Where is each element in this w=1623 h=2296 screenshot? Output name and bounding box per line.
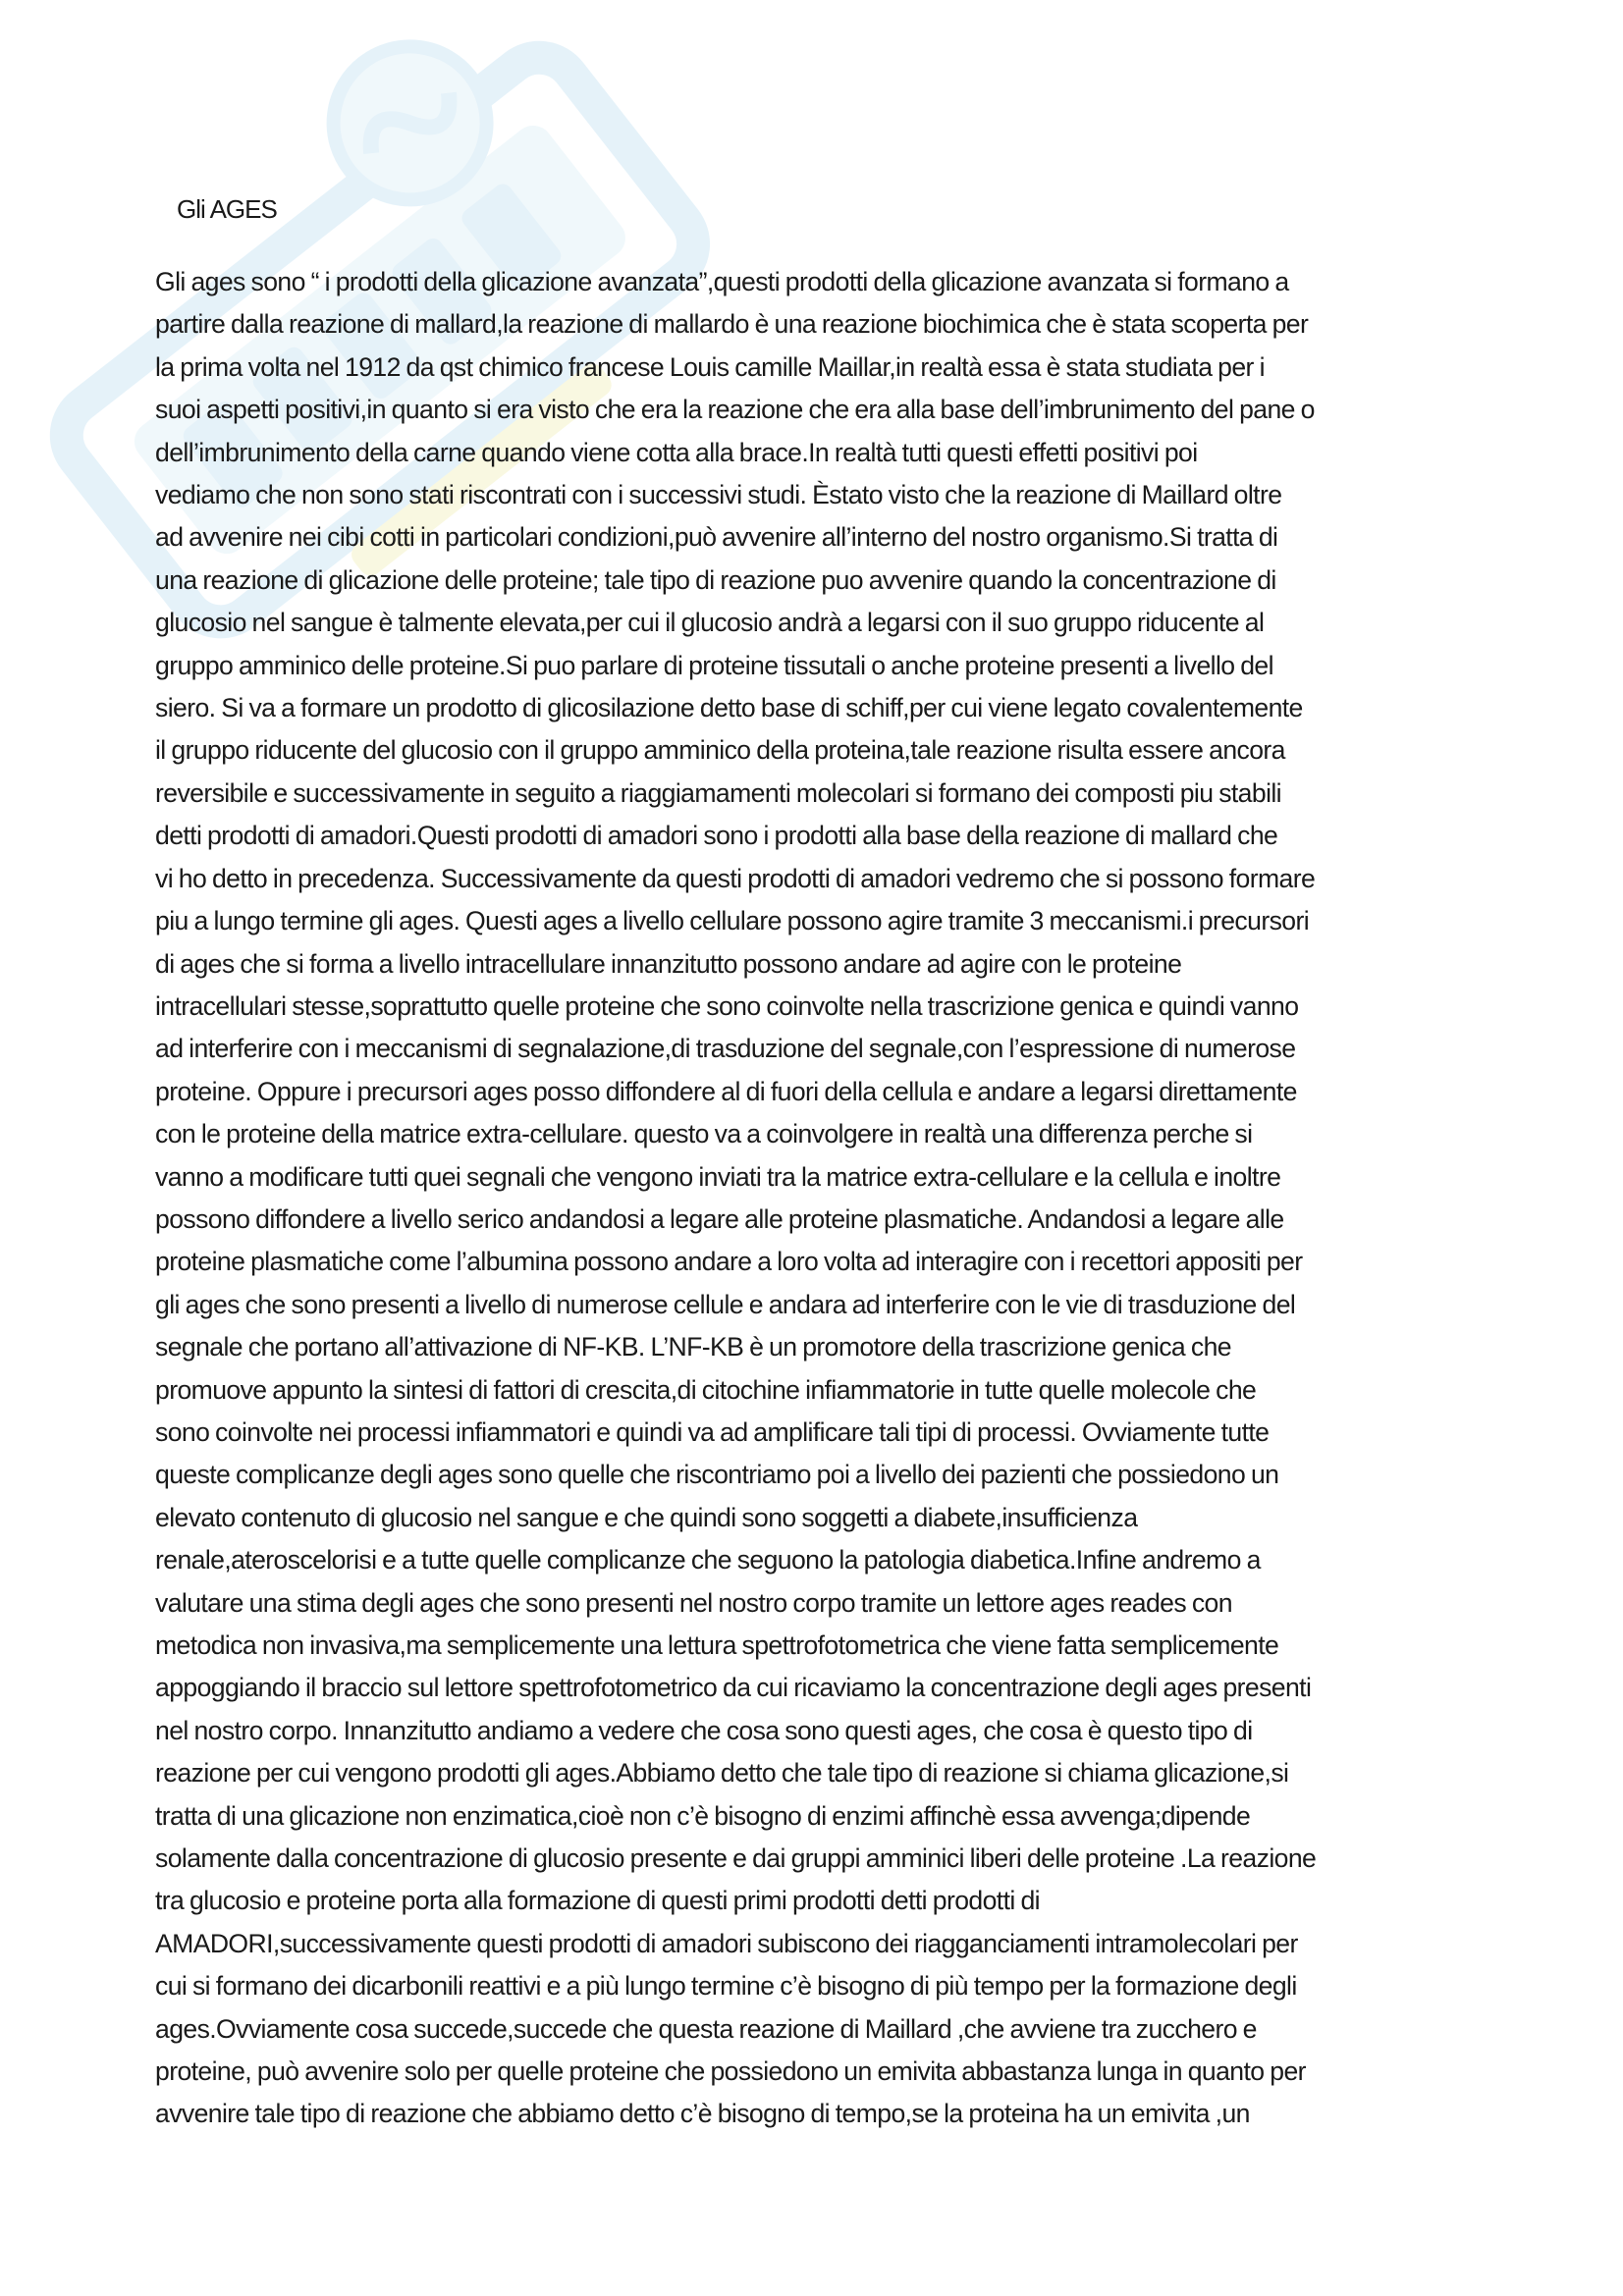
body-line: proteine plasmatiche come l’albumina possono andare a loro volta ad interagire con i recettori appositi per (155, 1247, 1303, 1277)
body-line: appoggiando il braccio sul lettore spettrofotometrico da cui ricaviamo la concentrazione degli ages presenti (155, 1673, 1312, 1703)
body-line: di ages che si forma a livello intracellulare innanzitutto possono andare ad agire con le proteine (155, 948, 1182, 979)
body-line: Gli ages sono “ i prodotti della glicazione avanzata”,questi prodotti della glicazione avanzata si formano a (155, 267, 1289, 296)
body-line: avvenire tale tipo di reazione che abbiamo detto c’è bisogno di tempo,se la proteina ha un emivita ,un (155, 2099, 1250, 2129)
body-line: metodica non invasiva,ma semplicemente una lettura spettrofotometrica che viene fatta semplicemente (155, 1630, 1279, 1660)
body-line: ad interferire con i meccanismi di segnalazione,di trasduzione del segnale,con l’espressione di numerose (155, 1034, 1296, 1064)
body-line: nel nostro corpo. Innanzitutto andiamo a vedere che cosa sono questi ages, che cosa è questo tipo di (155, 1715, 1253, 1745)
body-line: il gruppo riducente del glucosio con il gruppo amminico della proteina,tale reazione risulta essere ancora (155, 735, 1285, 766)
body-line: reversibile e successivamente in seguito a riaggiamamenti molecolari si formano dei composti piu stabili (155, 777, 1281, 808)
body-line: suoi aspetti positivi,in quanto si era visto che era la reazione che era alla base dell’imbrunimento del pane o (155, 395, 1315, 425)
body-line: dell’imbrunimento della carne quando viene cotta alla brace.In realtà tutti questi effetti positivi poi (155, 437, 1198, 467)
body-line: una reazione di glicazione delle proteine; tale tipo di reazione puo avvenire quando la concentrazione di (155, 564, 1276, 595)
body-line: vanno a modificare tutti quei segnali che vengono inviati tra la matrice extra-cellulare e la cellula e inoltre (155, 1161, 1281, 1192)
body-line: queste complicanze degli ages sono quelle che riscontriamo poi a livello dei pazienti che possiedono un (155, 1460, 1279, 1490)
document-title: Gli AGES (177, 194, 277, 224)
body-line: piu a lungo termine gli ages. Questi ages a livello cellulare possono agire tramite 3 meccanismi.i precursori (155, 906, 1310, 936)
body-line: gruppo amminico delle proteine.Si puo parlare di proteine tissutali o anche proteine presenti a livello del (155, 650, 1273, 680)
body-line: tratta di una glicazione non enzimatica,cioè non c’è bisogno di enzimi affinchè essa avvenga;dipende (155, 1800, 1251, 1831)
document-body (155, 261, 1490, 2136)
body-line: gli ages che sono presenti a livello di numerose cellule e andara ad interferire con le vie di trasduzione del (155, 1289, 1296, 1319)
body-line: sono coinvolte nei processi infiammatori e quindi va ad amplificare tali tipi di processi. Ovviamente tutte (155, 1416, 1270, 1447)
body-line: possono diffondere a livello serico andandosi a legare alle proteine plasmatiche. Andandosi a legare alle (155, 1203, 1284, 1234)
body-line: glucosio nel sangue è talmente elevata,per cui il glucosio andrà a legarsi con il suo gruppo riducente al (155, 608, 1265, 638)
body-line: cui si formano dei dicarbonili reattivi e a più lungo termine c’è bisogno di più tempo per la formazione degli (155, 1971, 1297, 2002)
body-line: valutare una stima degli ages che sono presenti nel nostro corpo tramite un lettore ages reades con (155, 1587, 1232, 1618)
body-line: partire dalla reazione di mallard,la reazione di mallardo è una reazione biochimica che è stata scoperta per (155, 309, 1309, 340)
body-line: intracellulari stesse,soprattutto quelle proteine che sono coinvolte nella trascrizione genica e quindi vanno (155, 990, 1299, 1021)
body-line: ad avvenire nei cibi cotti in particolari condizioni,può avvenire all’interno del nostro organismo.Si tratta di (155, 522, 1278, 553)
body-line: proteine. Oppure i precursori ages posso diffondere al di fuori della cellula e andare a legarsi direttamente (155, 1076, 1297, 1106)
body-line: proteine, può avvenire solo per quelle proteine che possiedono un emivita abbastanza lunga in quanto per (155, 2056, 1306, 2087)
body-line: elevato contenuto di glucosio nel sangue e che quindi sono soggetti a diabete,insufficienza (155, 1502, 1138, 1532)
body-line: vi ho detto in precedenza. Successivamente da questi prodotti di amadori vedremo che si possono formare (155, 863, 1316, 893)
body-line: segnale che portano all’attivazione di NF-KB. L’NF-KB è un promotore della trascrizione genica che (155, 1332, 1231, 1362)
body-line: promuove appunto la sintesi di fattori di crescita,di citochine infiammatorie in tutte quelle molecole che (155, 1374, 1257, 1405)
body-line: reazione per cui vengono prodotti gli ages.Abbiamo detto che tale tipo di reazione si chiama glicazione,si (155, 1758, 1289, 1789)
body-line: la prima volta nel 1912 da qst chimico francese Louis camille Maillar,in realtà essa è stata studiata per i (155, 351, 1265, 382)
body-line: renale,ateroscelorisi e a tutte quelle complicanze che seguono la patologia diabetica.Infine andremo a (155, 1545, 1261, 1575)
body-line: AMADORI,successivamente questi prodotti di amadori subiscono dei riagganciamenti intramolecolari per (155, 1928, 1298, 1958)
body-line: vediamo che non sono stati riscontrati con i successivi studi. Èstato visto che la reazione di Maillard oltre (155, 480, 1282, 510)
body-line: siero. Si va a formare un prodotto di glicosilazione detto base di schiff,per cui viene legato covalentemente (155, 693, 1303, 723)
body-line: solamente dalla concentrazione di glucosio presente e dai gruppi amminici liberi delle proteine .La reazione (155, 1843, 1317, 1874)
body-line: detti prodotti di amadori.Questi prodotti di amadori sono i prodotti alla base della reazione di mallard che (155, 821, 1278, 851)
body-line: con le proteine della matrice extra-cellulare. questo va a coinvolgere in realtà una differenza perche si (155, 1119, 1253, 1149)
body-line: tra glucosio e proteine porta alla formazione di questi primi prodotti detti prodotti di (155, 1886, 1040, 1916)
body-line: ages.Ovviamente cosa succede,succede che questa reazione di Maillard ,che avviene tra zucchero e (155, 2013, 1257, 2044)
